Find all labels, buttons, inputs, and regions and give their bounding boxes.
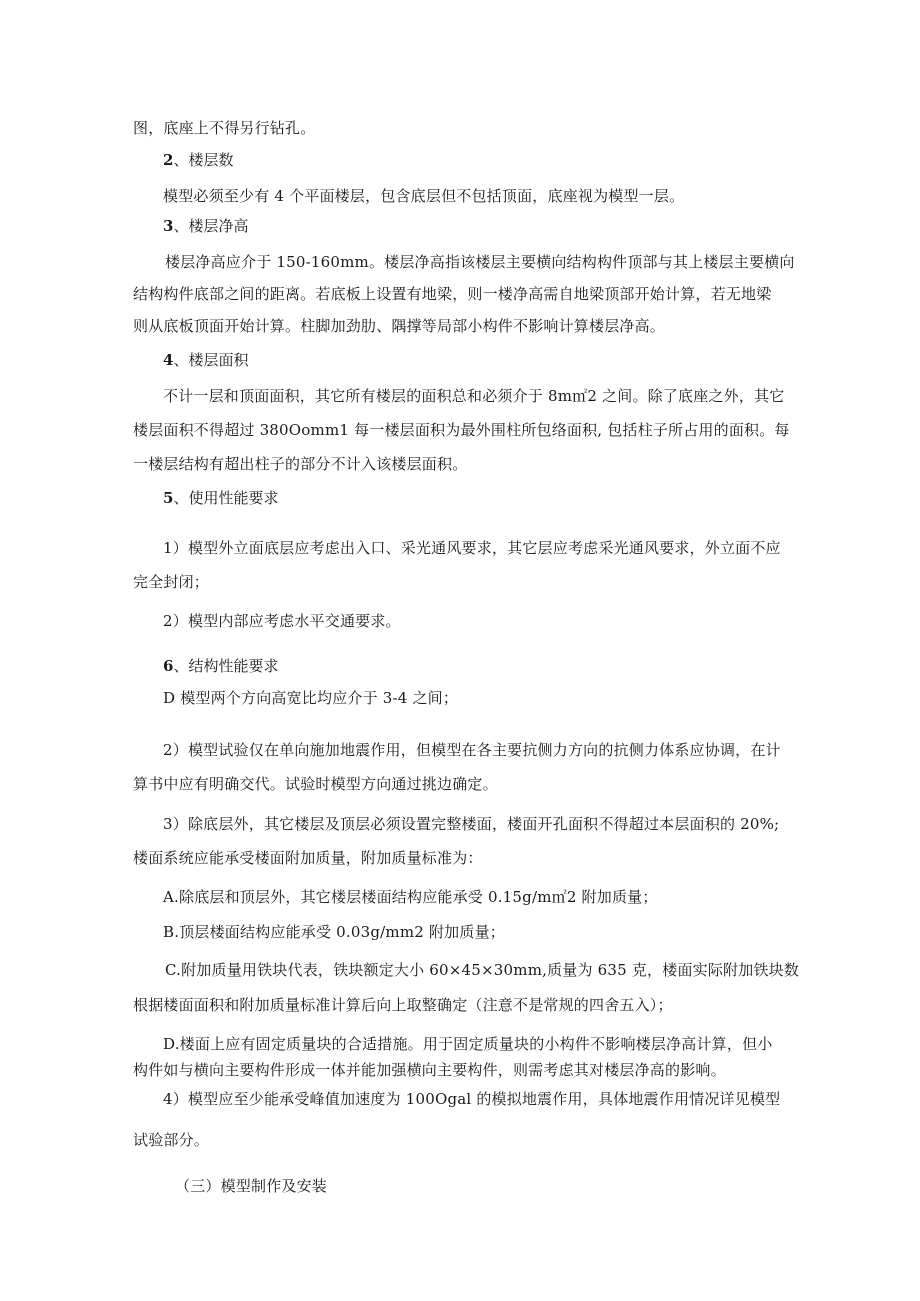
heading-number: 6 [163, 657, 174, 675]
heading-text: 、楼层净高 [173, 217, 249, 235]
heading-floor-count [163, 150, 233, 170]
heading-number: 4 [163, 351, 174, 369]
paragraph-floor-area-line-2: 楼层面积不得超过 380Oomm1 每一楼层面积为最外围柱所包络面积, 包括柱子所占用的面积。每 [133, 421, 790, 439]
heading-structural-requirements [163, 656, 278, 676]
paragraph-usage-1-line-1: 1）模型外立面底层应考虑出入口、采光通风要求，其它层应考虑采光通风要求，外立面不应 [163, 539, 781, 557]
heading-text: 、结构性能要求 [173, 657, 279, 675]
paragraph-item-d-line-1: D.楼面上应有固定质量块的合适措施。用于固定质量块的小构件不影响楼层净高计算，但小 [163, 1035, 773, 1053]
heading-text: 、使用性能要求 [173, 489, 279, 507]
paragraph-item-b: B.顶层楼面结构应能承受 0.03g/mm2 附加质量； [163, 923, 505, 941]
paragraph-item-a: A.除底层和顶层外，其它楼层楼面结构应能承受 0.15g/m㎡2 附加质量； [163, 888, 658, 906]
paragraph-item-c-line-2: 根据楼面面积和附加质量标准计算后向上取整确定（注意不是常规的四舍五入）； [133, 996, 673, 1014]
paragraph-structural-4-line-1: 4）模型应至少能承受峰值加速度为 100Ogal 的模拟地震作用，具体地震作用情况详见模型 [163, 1090, 781, 1108]
paragraph-usage-2: 2）模型内部应考虑水平交通要求。 [163, 612, 401, 630]
paragraph-floor-area-line-3: 一楼层结构有超出柱子的部分不计入该楼层面积。 [133, 455, 468, 473]
paragraph-structural-3-line-1: 3）除底层外，其它楼层及顶层必须设置完整楼面，楼面开孔面积不得超过本层面积的 20%; [163, 815, 780, 833]
heading-number: 5 [163, 489, 174, 507]
paragraph-floor-area-line-1: 不计一层和顶面面积，其它所有楼层的面积总和必须介于 8m㎡2 之间。除了底座之外，其它 [163, 387, 785, 405]
paragraph-floor-count: 模型必须至少有 4 个平面楼层，包含底层但不包括顶面，底座视为模型一层。 [163, 187, 685, 205]
paragraph-floor-height-line-3: 则从底板顶面开始计算。柱脚加劲肋、隅撑等局部小构件不影响计算楼层净高。 [133, 317, 666, 335]
heading-text: 、楼层面积 [173, 351, 249, 369]
heading-number: 3 [163, 217, 174, 235]
paragraph-floor-height-line-1: 楼层净高应介于 150-160mm。楼层净高指该楼层主要横向结构构件顶部与其上楼层主要横向 [165, 253, 795, 271]
paragraph-structural-2-line-2: 算书中应有明确交代。试验时模型方向通过挑边确定。 [133, 775, 498, 793]
paragraph-continuation: 图，底座上不得另行钻孔。 [133, 119, 316, 137]
paragraph-item-d-line-2: 构件如与横向主要构件形成一体并能加强横向主要构件，则需考虑其对楼层净高的影响。 [133, 1061, 726, 1079]
section-heading-fabrication: （三）模型制作及安装 [175, 1177, 328, 1195]
heading-usage-requirements [163, 488, 278, 508]
heading-number: 2 [163, 151, 174, 169]
paragraph-floor-height-line-2: 结构构件底部之间的距离。若底板上设置有地梁，则一楼净高需自地梁顶部开始计算，若无地梁 [133, 285, 772, 303]
paragraph-structural-3-line-2: 楼面系统应能承受楼面附加质量，附加质量标准为： [133, 849, 483, 867]
heading-floor-area [163, 350, 248, 370]
heading-text: 、楼层数 [173, 151, 234, 169]
paragraph-structural-4-line-2: 试验部分。 [133, 1131, 210, 1149]
paragraph-structural-1: D 模型两个方向高宽比均应介于 3-4 之间； [163, 689, 459, 707]
heading-floor-height [163, 216, 248, 236]
paragraph-usage-1-line-2: 完全封闭； [133, 573, 210, 591]
paragraph-structural-2-line-1: 2）模型试验仅在单向施加地震作用，但模型在各主要抗侧力方向的抗侧力体系应协调，在计 [163, 741, 781, 759]
paragraph-item-c-line-1: C.附加质量用铁块代表，铁块额定大小 60×45×30mm,质量为 635 克，楼面实际附加铁块数 [165, 961, 800, 979]
